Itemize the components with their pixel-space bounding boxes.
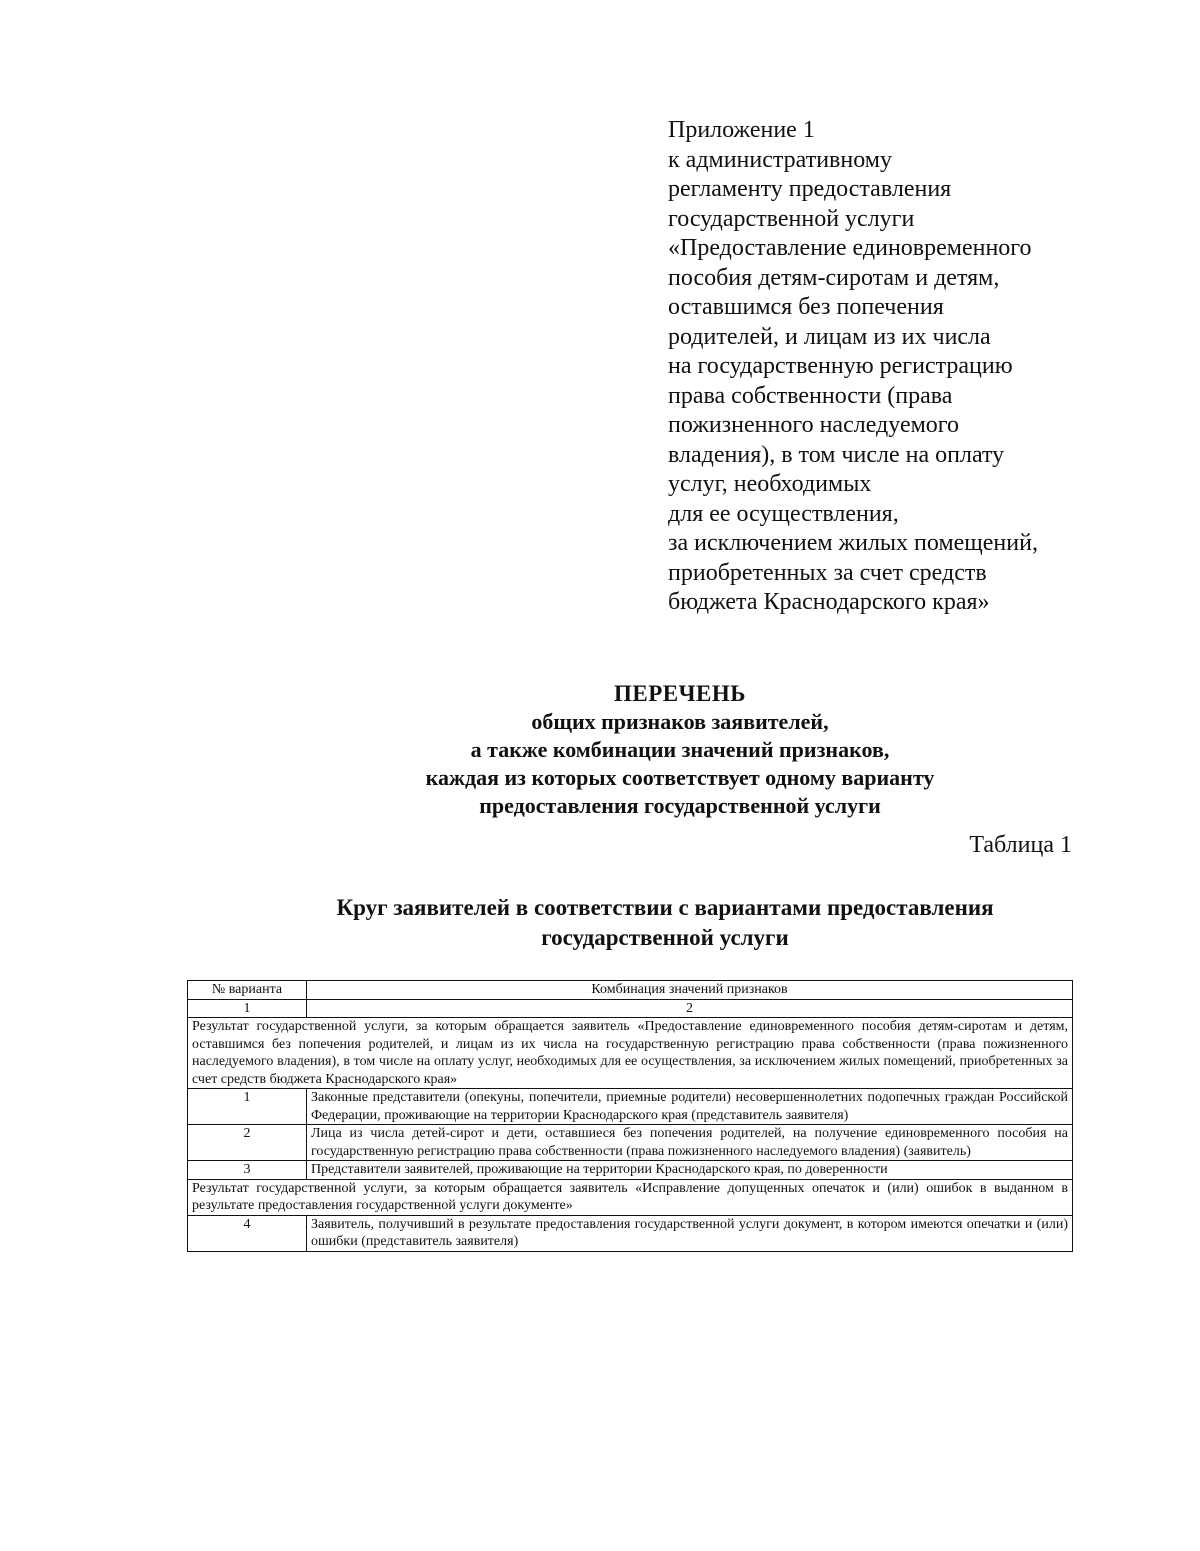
table-row (188, 1089, 1073, 1125)
annex-line: бюджета Краснодарского края» (668, 589, 990, 615)
annex-line: владения), в том числе на оплату (668, 441, 1005, 468)
annex-line: пособия детям-сиротам и детям, (668, 264, 1000, 291)
table-row (188, 1161, 1073, 1180)
section-result-text: Результат государственной услуги, за которым обращается заявитель «Исправление допущенных опечаток и (или) ошибок в выданном в результате предоставления государственной услуги документе» (188, 1179, 1073, 1215)
annex-line: регламенту предоставления (668, 176, 952, 202)
section-row (188, 1179, 1073, 1215)
annex-line: за исключением жилых помещений, (668, 530, 1038, 556)
heading-line: предоставления государственной услуги (479, 793, 881, 818)
table-row (188, 1125, 1073, 1161)
annex-line: родителей, и лицам из их числа (668, 323, 991, 350)
variant-number: 1 (188, 1089, 307, 1125)
variant-number: 4 (188, 1215, 307, 1251)
annex-line: для ее осуществления, (668, 500, 899, 527)
annex-line: права собственности (права (668, 382, 953, 409)
variants-table (187, 980, 1073, 1252)
variant-number: 2 (188, 1125, 307, 1161)
section-result-text: Результат государственной услуги, за которым обращается заявитель «Предоставление единовременного пособия детям-сиротам и детям, оставшимся без попечения родителей, и лицам из их числа на государственную регистрацию права собственности (права пожизненного наследуемого владения), в том числе на оплату услуг, необходимых для ее осуществления, за исключением жилых помещений, приобретенных за счет средств бюджета Краснодарского края» (188, 1018, 1073, 1089)
table-title-line: Круг заявителей в соответствии с вариантами предоставления (336, 895, 994, 920)
annex-line: пожизненного наследуемого (668, 412, 960, 438)
variant-description: Законные представители (опекуны, попечители, приемные родители) несовершеннолетних подопечных граждан Российской Федерации, проживающие на территории Краснодарского края (представитель заявителя) (307, 1089, 1073, 1125)
section-row (188, 1018, 1073, 1089)
annex-line: на государственную регистрацию (668, 353, 1013, 379)
variant-description: Представители заявителей, проживающие на территории Краснодарского края, по доверенности (307, 1161, 1073, 1180)
table-header-row (188, 981, 1073, 1000)
heading-line: каждая из которых соответствует одному варианту (425, 765, 935, 790)
annex-line: Приложение 1 (668, 117, 815, 143)
table-header-numbers-row (188, 999, 1073, 1018)
variant-number: 3 (188, 1161, 307, 1180)
table-title (230, 893, 1100, 953)
header-combination: Комбинация значений признаков (307, 981, 1073, 1000)
annex-block (668, 116, 1148, 618)
annex-line: «Предоставление единовременного (668, 235, 1032, 261)
table-label: Таблица 1 (969, 832, 1072, 858)
header-variant-number: № варианта (188, 981, 307, 1000)
heading-line: а также комбинации значений признаков, (470, 737, 890, 762)
header-number-cell: 2 (307, 999, 1073, 1018)
variant-description: Лица из числа детей-сирот и дети, оставшиеся без попечения родителей, на получение единовременного пособия на государственную регистрацию права собственности (права пожизненного наследуемого владения) (заявитель) (307, 1125, 1073, 1161)
table-title-line: государственной услуги (541, 925, 789, 950)
heading-title: ПЕРЕЧЕНЬ (614, 681, 746, 706)
variant-description: Заявитель, получивший в результате предоставления государственной услуги документ, в котором имеются опечатки и (или) ошибки (представитель заявителя) (307, 1215, 1073, 1251)
annex-line: приобретенных за счет средств (668, 559, 987, 586)
table-row (188, 1215, 1073, 1251)
header-number-cell: 1 (188, 999, 307, 1018)
annex-line: к административному (668, 146, 892, 173)
heading-line: общих признаков заявителей, (531, 709, 829, 734)
document-heading (230, 680, 1130, 820)
annex-line: государственной услуги (668, 205, 915, 232)
annex-line: услуг, необходимых (668, 471, 872, 497)
annex-line: оставшимся без попечения (668, 294, 944, 320)
